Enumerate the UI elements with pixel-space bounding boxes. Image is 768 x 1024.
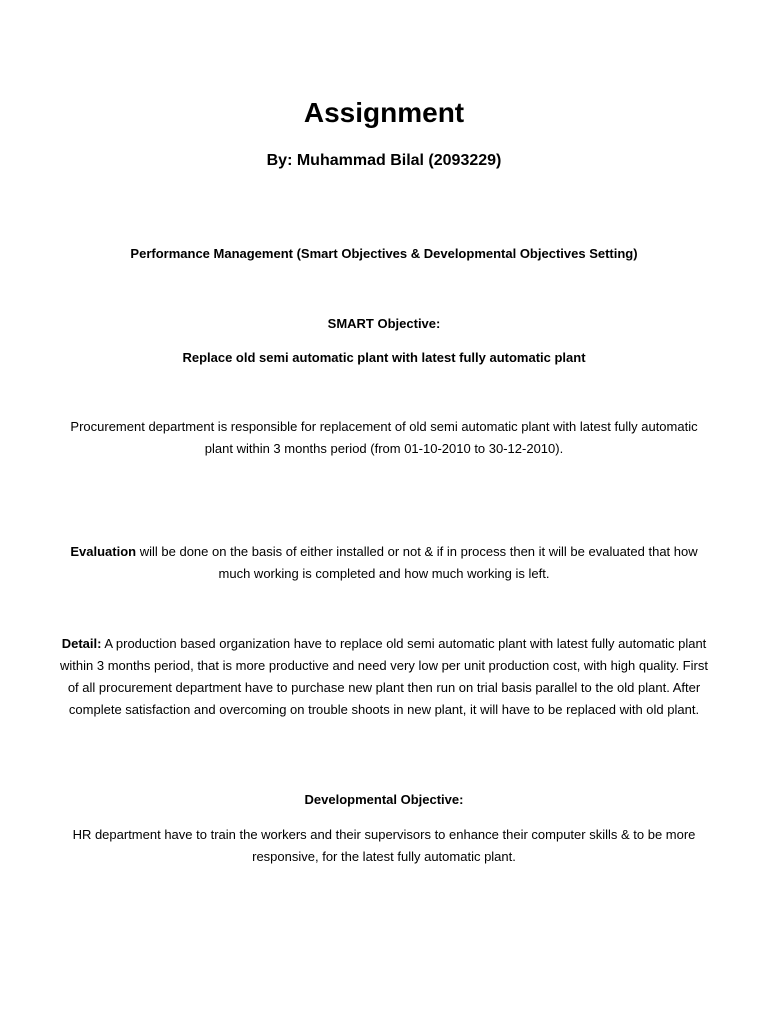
- smart-objective-subheading: Replace old semi automatic plant with latest fully automatic plant: [182, 350, 586, 365]
- evaluation-paragraph: [60, 541, 708, 585]
- detail-lead: Detail:: [61, 636, 102, 651]
- evaluation-lead: Evaluation: [70, 544, 137, 559]
- developmental-paragraph: HR department have to train the workers and their supervisors to enhance their computer skills & to be more responsive, for the latest fully automatic plant.: [72, 827, 696, 864]
- detail-text: A production based organization have to replace old semi automatic plant with latest fully automatic plant within 3 months period, that is more productive and need very low per unit production cost, with high quality. First of all procurement department have to purchase new plant then run on trial basis parallel to the old plant. After complete satisfaction and overcoming on trouble shoots in new plant, it will have to be replaced with old plant.: [60, 636, 708, 717]
- author-line: By: Muhammad Bilal (2093229): [266, 152, 502, 169]
- smart-objective-heading: SMART Objective:: [327, 316, 441, 331]
- document-title: Assignment: [303, 97, 465, 128]
- evaluation-text: will be done on the basis of either installed or not & if in process then it will be evaluated that how much working is completed and how much working is left.: [136, 544, 698, 581]
- section-heading: Performance Management (Smart Objectives & Developmental Objectives Setting): [130, 246, 638, 261]
- procurement-paragraph: Procurement department is responsible for replacement of old semi automatic plant with latest fully automatic plant within 3 months period (from 01-10-2010 to 30-12-2010).: [70, 419, 698, 456]
- developmental-objective-heading: Developmental Objective:: [304, 792, 464, 807]
- detail-paragraph: [60, 633, 708, 721]
